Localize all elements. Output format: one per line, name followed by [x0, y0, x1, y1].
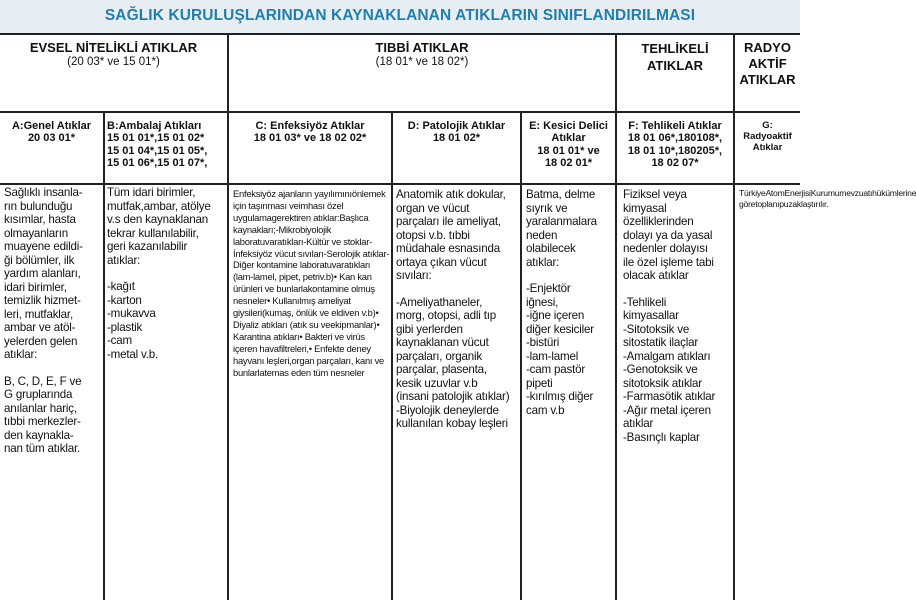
text-line: temizlik hizmet-: [4, 294, 81, 307]
text-line: olacak atıklar: [623, 269, 689, 282]
text-line: idari birimler,: [4, 280, 67, 294]
text-line: anılanlar hariç,: [4, 401, 77, 415]
text-line: Enerjisi: [784, 188, 811, 198]
subgroup-code: 18 01 10*,180205*,: [627, 144, 723, 157]
text-line: -cam pastör: [526, 363, 586, 376]
content-c: [233, 188, 391, 379]
category-codes: (18 01* ve 18 02*): [375, 56, 469, 68]
text-line: leri, mutfaklar,: [4, 307, 73, 321]
text-line: sitostatik ilaçlar: [623, 336, 699, 349]
text-line: Enfeksiyöz ajanların yayılımını: [233, 188, 352, 199]
subgroup-code: 18 01 02*: [432, 132, 481, 145]
subgroup-code: 15 01 04*,15 01 05*,: [107, 144, 208, 157]
text-line: parçalar, plasenta,: [396, 363, 487, 376]
text-line: -Farmasötik atıklar: [623, 390, 716, 403]
text-line: kullanılan kobay leşleri: [396, 417, 508, 430]
text-line: neden: [526, 228, 558, 242]
text-line: -Basınçlı kaplar: [623, 430, 700, 444]
subgroup-code: 20 03 01*: [27, 132, 76, 145]
text-line: -karton: [107, 293, 142, 307]
text-line: • Bakteri ve virüs içeren hava: [233, 330, 365, 354]
subgroup-name: C: Enfeksiyöz Atıklar: [255, 120, 365, 132]
text-line: den kaynakla-: [4, 428, 74, 442]
text-line: organ ve vücut: [396, 201, 470, 215]
text-line: nan tüm atıklar.: [4, 442, 81, 455]
text-line: -Ameliyathaneler,: [396, 295, 483, 309]
text-line: dolayı ya da yasal: [623, 228, 713, 242]
text-line: -Mikrobiyolojik laboratuvar: [233, 223, 332, 247]
category-header-tehlikeli: [625, 40, 725, 74]
text-line: gerektiren atıklar:: [271, 211, 340, 223]
subgroup-name: D: Patolojik Atıklar: [407, 120, 506, 132]
subgroup-name: E: Kesici Delici Atıklar: [529, 120, 608, 145]
text-line: -Serolojik atıklar: [323, 247, 387, 259]
text-line: -Diğer kontamine laboratuvar: [233, 247, 390, 271]
text-line: Anatomik atık dokular,: [396, 188, 506, 201]
category-header-evsel: [0, 40, 227, 70]
subgroup-code: 18 02 07*: [651, 157, 699, 170]
text-line: sıvıları:: [396, 269, 432, 282]
text-line: diğer kesiciler: [526, 322, 594, 336]
content-e: [526, 188, 615, 417]
content-d: [396, 188, 520, 431]
category-header-tibbi: [229, 40, 615, 70]
text-line: özelliklerinden: [623, 215, 694, 228]
text-line: v.s den kaynaklanan: [107, 213, 209, 226]
text-line: Sağlıklı insanla-: [4, 186, 83, 199]
category-codes: (20 03* ve 15 01*): [67, 56, 160, 68]
text-line: atıklar:: [4, 348, 38, 361]
text-line: yelerden gelen: [4, 334, 78, 348]
text-line: v.b): [319, 271, 334, 283]
content-g: [739, 188, 916, 209]
text-line: olmayanların: [4, 226, 68, 240]
subgroup-name: G: Radyoaktif Atıklar: [743, 120, 792, 153]
subgroup-name: F: Tehlikeli Atıklar: [628, 120, 722, 132]
text-line: -Genotoksik ve: [623, 363, 698, 376]
text-line: -Amalgam atıkları: [623, 349, 711, 363]
text-line: • Kullanılmış ameliyat giysileri: [233, 295, 351, 319]
text-line: -Tehlikeli: [623, 295, 667, 309]
subgroup-code: 15 01 01*,15 01 02*: [107, 132, 205, 145]
text-line: tıbbi merkezler-: [4, 415, 81, 428]
subgroup-header-a: [0, 120, 103, 145]
text-line: ği bölümler, ilk: [4, 253, 75, 267]
text-line: sitotoksik atıklar: [623, 376, 702, 390]
text-line: • Diyaliz atıkları (atık su ve: [233, 307, 379, 330]
text-line: ile özel işleme tabi: [623, 255, 714, 269]
category-name: EVSEL NİTELİKLİ ATIKLAR: [29, 40, 198, 55]
text-line: mevzuatı: [839, 188, 873, 198]
subgroup-code: 18 02 01*: [544, 157, 593, 170]
category-name: TEHLİKELİ ATIKLAR: [641, 41, 709, 73]
content-b: [107, 186, 227, 361]
subgroup-code: 18 01 01* ve: [537, 144, 600, 157]
text-line: -iğne içeren: [526, 309, 585, 322]
text-line: Kurumu: [810, 188, 840, 198]
text-line: • Kan kan ürünleri ve bunlarla: [233, 271, 372, 295]
text-line: e göre: [739, 188, 916, 209]
text-line: Türkiye: [739, 188, 766, 198]
text-line: yaralanmalara: [526, 215, 597, 228]
subgroup-header-g: [735, 120, 800, 153]
subgroup-header-d: [393, 120, 520, 145]
text-line: kimyasal: [623, 201, 667, 215]
text-line: Atom: [765, 188, 785, 198]
text-line: müdahale esnasında: [396, 242, 501, 255]
text-line: toplanıp: [755, 198, 784, 209]
classification-table: [0, 35, 916, 600]
text-line: otopsi v.b. tıbbi: [396, 228, 470, 242]
text-line: imhası özel uygulama: [233, 199, 344, 223]
text-line: • Enfekte deney hayvanı leşleri,: [233, 342, 371, 366]
text-line: nedenler dolayısı: [623, 242, 708, 255]
text-line: • Karantina atıkları: [233, 318, 380, 342]
text-line: -kırılmış diğer: [526, 390, 594, 403]
text-line: atıkları (lam-lamel, pipet, petri: [233, 259, 371, 283]
text-line: atıklar:: [107, 253, 141, 267]
text-line: gibi yerlerden: [396, 322, 463, 336]
subgroup-code: 18 01 06*,180108*,: [627, 132, 723, 145]
text-line: -Biyolojik deneylerde: [396, 403, 499, 417]
text-line: -metal v.b.: [107, 347, 159, 361]
text-line: olabilecek: [526, 242, 576, 255]
text-line: Tüm idari birimler,: [107, 186, 196, 199]
text-line: muayene edildi-: [4, 240, 83, 253]
subgroup-header-e: [522, 120, 615, 170]
category-name: TIBBİ ATIKLAR: [375, 40, 469, 55]
text-line: G gruplarında: [4, 388, 73, 401]
text-line: atıklar: [623, 417, 654, 430]
text-line: önlemek için taşınması ve: [233, 188, 386, 211]
column-divider: [520, 112, 522, 600]
text-line: -İnfeksiyöz vücut sıvıları: [233, 235, 373, 259]
text-line: atıkları: [277, 235, 304, 247]
text-line: .: [826, 198, 829, 209]
text-line: atıklar:: [526, 255, 560, 269]
text-line: -Enjektör: [526, 282, 571, 295]
text-line: -mukavva: [107, 307, 156, 320]
text-line: yardım alanları,: [4, 267, 81, 280]
text-line: uzaklaştırılır: [783, 198, 827, 209]
title-bar: [0, 0, 800, 35]
text-line: pipeti: [526, 376, 553, 390]
text-line: -Ağır metal içeren: [623, 403, 711, 417]
text-line: rın bulunduğu: [4, 199, 73, 213]
subgroup-row-divider: [0, 183, 800, 185]
page-title: SAĞLIK KURULUŞLARINDAN KAYNAKLANAN ATIKLARIN SINIFLANDIRILMASI: [104, 7, 696, 24]
text-line: ortaya çıkan vücut: [396, 255, 487, 269]
column-divider: [391, 112, 393, 600]
text-line: B, C, D, E, F ve: [4, 374, 82, 388]
text-line: -kağıt: [107, 280, 135, 293]
text-line: morg, otopsi, adli tıp: [396, 309, 496, 322]
text-line: kimyasallar: [623, 309, 679, 322]
text-line: -plastik: [107, 320, 143, 334]
text-line: ambar ve atöl-: [4, 321, 76, 334]
text-line: (insani patolojik atıklar): [396, 390, 510, 403]
text-line: -Sitotoksik ve: [623, 322, 690, 336]
text-line: parçaları, organik: [396, 349, 482, 363]
text-line: kontamine olmuş nesneler: [233, 283, 375, 307]
content-a: [4, 186, 103, 456]
text-line: organ parçaları, kanı ve bunlarla: [233, 354, 385, 378]
subgroup-header-f: [617, 120, 733, 170]
text-line: (kumaş, önlük ve eldiven v.b): [262, 307, 376, 319]
text-line: mutfak,ambar, atölye: [107, 199, 211, 213]
category-header-radyo: [735, 40, 800, 88]
text-line: temas eden tüm nesneler: [264, 366, 365, 378]
text-line: -cam: [107, 334, 132, 347]
text-line: sıyrık ve: [526, 201, 568, 215]
text-line: Başlıca kaynakları;: [233, 211, 369, 235]
text-line: -lam-lamel: [526, 349, 579, 363]
text-line: -Kültür ve stoklar: [303, 235, 370, 247]
text-line: cam v.b: [526, 403, 565, 417]
subgroup-name: B:Ambalaj Atıkları: [107, 120, 202, 132]
column-divider: [103, 112, 105, 600]
subgroup-header-b: [107, 120, 227, 170]
subgroup-name: A:Genel Atıklar: [11, 120, 92, 132]
subgroup-code: 18 01 03* ve 18 02 02*: [253, 132, 367, 145]
text-line: iğnesi,: [526, 295, 559, 309]
text-line: -bistüri: [526, 336, 560, 349]
text-line: kesik uzuvlar v.b: [396, 376, 478, 390]
text-line: Fiziksel veya: [623, 188, 687, 201]
text-line: kaynaklanan vücut: [396, 336, 489, 349]
text-line: parçaları ile ameliyat,: [396, 215, 501, 228]
text-line: hükümlerin: [872, 188, 912, 198]
text-line: kısımlar, hasta: [4, 213, 76, 226]
subgroup-code: 15 01 06*,15 01 07*,: [107, 157, 208, 170]
text-line: filtreleri,: [278, 342, 309, 354]
text-line: Batma, delme: [526, 188, 596, 201]
content-f: [623, 188, 733, 444]
text-line: ekipmanlar): [330, 318, 377, 330]
text-line: tekrar kullanılabilir,: [107, 226, 199, 240]
subgroup-header-c: [229, 120, 391, 145]
text-line: geri kazanılabilir: [107, 240, 188, 253]
category-name: RADYO AKTİF ATIKLAR: [739, 40, 796, 87]
header-row-divider: [0, 111, 800, 113]
